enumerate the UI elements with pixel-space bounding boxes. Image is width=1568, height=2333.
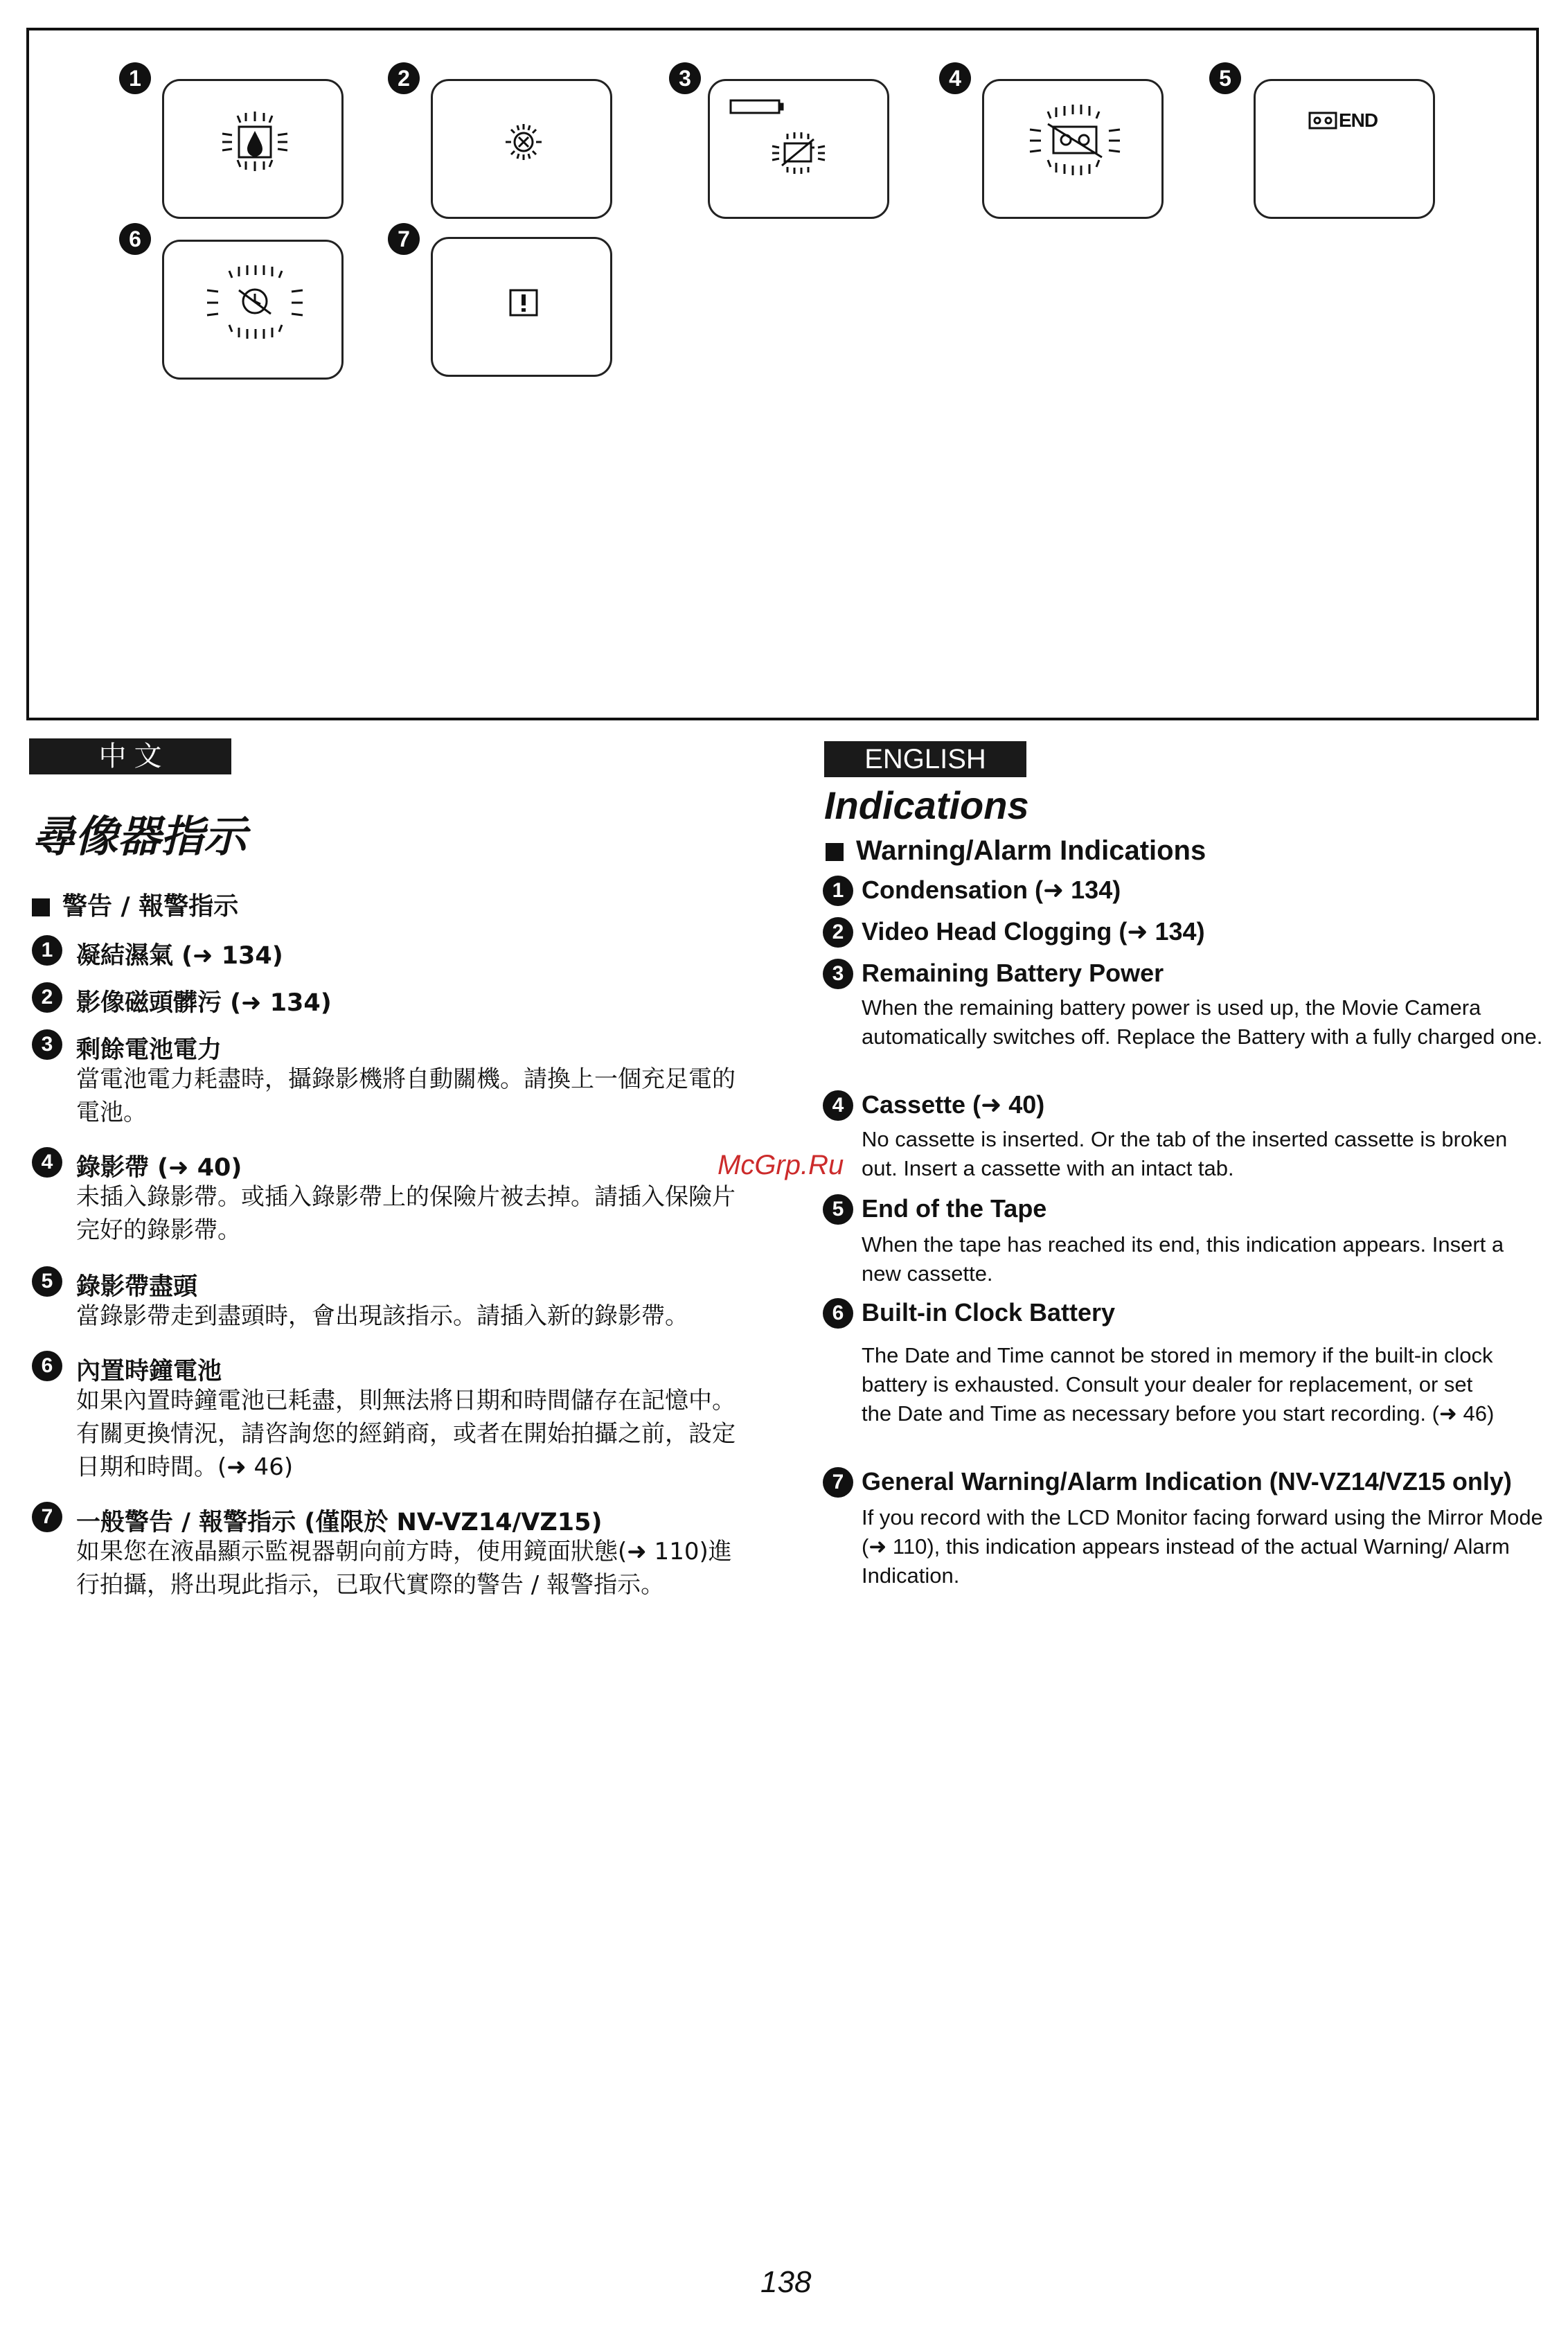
en-bullet-4: 4 bbox=[823, 1090, 853, 1121]
display-panel-7 bbox=[431, 237, 612, 377]
en-item-6-body: The Date and Time cannot be stored in memory if the built-in clock battery is exhausted. Consult your dealer for replacement, or set the Date and Time as necessary before you start recording. (➜ 46) bbox=[862, 1343, 1495, 1426]
display-panel-5 bbox=[1254, 79, 1435, 219]
zh-item-3-head: 剩餘電池電力 bbox=[76, 1036, 222, 1064]
page-number: 138 bbox=[760, 2265, 812, 2299]
display-panel-6 bbox=[162, 240, 344, 380]
chinese-section-heading bbox=[32, 887, 238, 922]
end-label: END bbox=[1339, 109, 1378, 131]
english-section-label: Warning/Alarm Indications bbox=[856, 835, 1206, 866]
panel-number-6: 6 bbox=[119, 223, 151, 255]
clock-battery-icon bbox=[164, 242, 346, 382]
chinese-section-label: 警告 / 報警指示 bbox=[62, 892, 239, 921]
en-item-6-head: Built-in Clock Battery bbox=[862, 1298, 1116, 1327]
en-item-7-head: General Warning/Alarm Indication (NV-VZ14/VZ15 only) bbox=[862, 1467, 1512, 1496]
en-bullet-2: 2 bbox=[823, 917, 853, 948]
chinese-title: 尋像器指示 bbox=[32, 811, 247, 862]
en-bullet-1: 1 bbox=[823, 876, 853, 906]
zh-item-1-head: 凝結濕氣 (➜ 134) bbox=[76, 942, 283, 970]
display-panel-3 bbox=[708, 79, 889, 219]
tape-end-icon bbox=[1256, 81, 1437, 221]
zh-bullet-7: 7 bbox=[32, 1502, 62, 1532]
en-item-2-head: Video Head Clogging (➜ 134) bbox=[862, 917, 1205, 946]
zh-bullet-6: 6 bbox=[32, 1351, 62, 1381]
en-bullet-5: 5 bbox=[823, 1194, 853, 1225]
cassette-icon bbox=[984, 81, 1166, 221]
zh-bullet-5: 5 bbox=[32, 1266, 62, 1297]
panel-number-4: 4 bbox=[939, 62, 971, 94]
display-panel-2 bbox=[431, 79, 612, 219]
en-bullet-7: 7 bbox=[823, 1467, 853, 1498]
battery-icon bbox=[710, 81, 891, 221]
zh-bullet-3: 3 bbox=[32, 1029, 62, 1060]
condensation-icon bbox=[164, 81, 346, 221]
en-item-4-body: No cassette is inserted. Or the tab of the inserted cassette is broken out. Insert a cassette with an intact tab. bbox=[862, 1127, 1508, 1180]
square-bullet-icon bbox=[32, 898, 50, 916]
zh-item-4-body: 未插入錄影帶。或插入錄影帶上的保險片被去掉。請插入保險片完好的錄影帶。 bbox=[76, 1183, 736, 1244]
zh-item-6-head: 內置時鐘電池 bbox=[76, 1358, 222, 1385]
zh-item-7-head: 一般警告 / 報警指示 (僅限於 NV-VZ14/VZ15) bbox=[76, 1509, 603, 1536]
en-item-7-body: If you record with the LCD Monitor facing forward using the Mirror Mode (➜ 110), this indication appears instead of the actual Warning/ Alarm Indication. bbox=[862, 1505, 1543, 1588]
zh-item-4-head: 錄影帶 (➜ 40) bbox=[76, 1154, 242, 1182]
zh-bullet-2: 2 bbox=[32, 982, 62, 1013]
head-clog-icon bbox=[433, 81, 614, 221]
zh-bullet-1: 1 bbox=[32, 935, 62, 966]
english-title: Indications bbox=[824, 783, 1029, 827]
indications-figure bbox=[26, 28, 1539, 720]
en-item-4-head: Cassette (➜ 40) bbox=[862, 1090, 1045, 1119]
zh-item-3-body: 當電池電力耗盡時，攝錄影機將自動關機。請換上一個充足電的電池。 bbox=[76, 1065, 736, 1126]
zh-item-2-head: 影像磁頭髒污 (➜ 134) bbox=[76, 989, 332, 1017]
en-item-3-body: When the remaining battery power is used up, the Movie Camera automatically switches off. Replace the Battery with a fully charged one. bbox=[862, 995, 1543, 1049]
panel-number-3: 3 bbox=[669, 62, 701, 94]
panel-number-2: 2 bbox=[388, 62, 420, 94]
warning-icon bbox=[433, 239, 614, 379]
panel-number-7: 7 bbox=[388, 223, 420, 255]
display-panel-4 bbox=[982, 79, 1164, 219]
en-item-5-head: End of the Tape bbox=[862, 1194, 1047, 1223]
zh-item-6-body: 如果內置時鐘電池已耗盡，則無法將日期和時間儲存在記憶中。有關更換情況，請咨詢您的經銷商，或者在開始拍攝之前，設定日期和時間。(➜ 46) bbox=[76, 1387, 736, 1481]
zh-item-5-head: 錄影帶盡頭 bbox=[76, 1273, 198, 1301]
english-section-heading bbox=[826, 835, 1206, 867]
display-panel-1 bbox=[162, 79, 344, 219]
zh-item-7-body: 如果您在液晶顯示監視器朝向前方時，使用鏡面狀態(➜ 110)進行拍攝，將出現此指示，已取代實際的警告 / 報警指示。 bbox=[76, 1538, 732, 1599]
square-bullet-icon bbox=[826, 843, 844, 861]
en-bullet-3: 3 bbox=[823, 959, 853, 989]
panel-number-1: 1 bbox=[119, 62, 151, 94]
en-item-5-body: When the tape has reached its end, this indication appears. Insert a new cassette. bbox=[862, 1232, 1504, 1286]
en-item-1-head: Condensation (➜ 134) bbox=[862, 876, 1121, 904]
en-item-3-head: Remaining Battery Power bbox=[862, 959, 1164, 987]
chinese-tab: 中 文 bbox=[29, 738, 231, 774]
en-bullet-6: 6 bbox=[823, 1298, 853, 1329]
watermark: McGrp.Ru bbox=[718, 1150, 844, 1180]
zh-item-5-body: 當錄影帶走到盡頭時，會出現該指示。請插入新的錄影帶。 bbox=[76, 1302, 688, 1330]
panel-number-5: 5 bbox=[1209, 62, 1241, 94]
zh-bullet-4: 4 bbox=[32, 1147, 62, 1178]
english-tab: ENGLISH bbox=[824, 741, 1026, 777]
